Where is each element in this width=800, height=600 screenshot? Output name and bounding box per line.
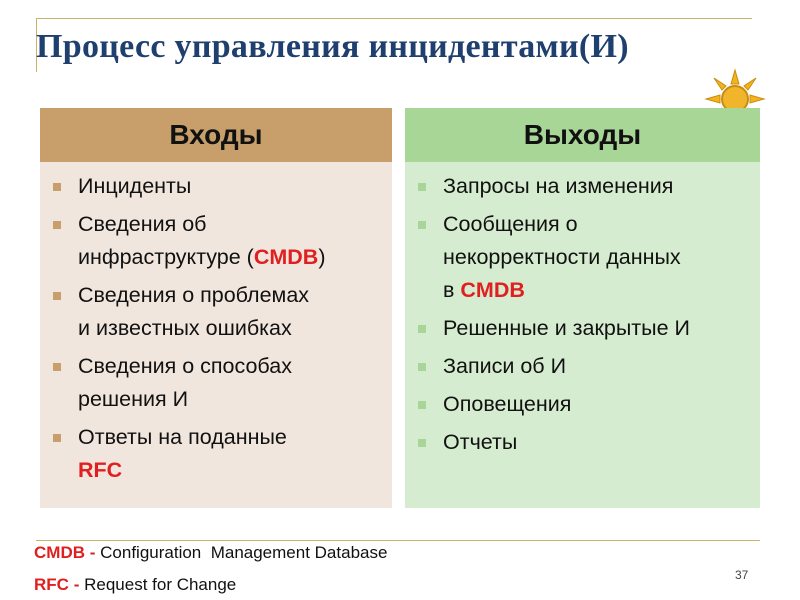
legend-rfc-abbr: RFC <box>34 575 69 594</box>
outputs-item <box>405 350 760 383</box>
bullet-icon <box>53 363 61 371</box>
inputs-list <box>40 162 392 487</box>
inputs-item <box>40 279 392 345</box>
inputs-item-text: инфраструктуре ( <box>78 245 254 269</box>
inputs-item-text: ) <box>318 245 326 269</box>
inputs-item-text: Ответы на поданные <box>78 425 287 449</box>
outputs-item-text: Запросы на изменения <box>443 174 674 198</box>
outputs-item-text: Сообщения о <box>443 212 578 236</box>
cmdb-highlight: CMDB <box>253 245 319 269</box>
legend-cmdb-abbr: CMDB <box>34 543 85 562</box>
inputs-item-text: Инциденты <box>78 174 192 198</box>
outputs-header: Выходы <box>405 108 760 162</box>
rfc-highlight: RFC <box>78 458 123 482</box>
page-number: 37 <box>735 568 749 582</box>
outputs-item <box>405 208 760 307</box>
inputs-item-text: Сведения о проблемах <box>78 283 310 307</box>
outputs-list <box>405 162 760 459</box>
cmdb-highlight: CMDB <box>460 278 525 302</box>
outputs-column <box>405 108 760 508</box>
outputs-item-text: Решенные и закрытые И <box>443 316 690 340</box>
bullet-icon <box>418 325 426 333</box>
bullet-icon <box>418 363 426 371</box>
bullet-icon <box>53 292 61 300</box>
inputs-item <box>40 170 392 203</box>
bullet-icon <box>53 183 61 191</box>
outputs-item <box>405 426 760 459</box>
bullet-icon <box>418 401 426 409</box>
outputs-item <box>405 170 760 203</box>
legend-rfc <box>34 575 236 595</box>
outputs-item-text: Оповещения <box>443 392 572 416</box>
inputs-header: Входы <box>40 108 392 162</box>
inputs-item <box>40 421 392 487</box>
inputs-item-text: решения И <box>78 387 189 411</box>
outputs-item-text: Записи об И <box>443 354 567 378</box>
bullet-icon <box>53 434 61 442</box>
legend-cmdb-text: Configuration Management Database <box>100 543 388 562</box>
inputs-item <box>40 350 392 416</box>
inputs-column <box>40 108 392 508</box>
outputs-item-text: в <box>443 278 461 302</box>
inputs-item-text: Сведения об <box>78 212 207 236</box>
bullet-icon <box>418 221 426 229</box>
bullet-icon <box>418 439 426 447</box>
page-title: Процесс управления инцидентами(И) <box>36 28 629 65</box>
inputs-item-text: Сведения о способах <box>78 354 292 378</box>
outputs-item <box>405 388 760 421</box>
top-frame-line <box>36 18 752 19</box>
footer-divider <box>36 540 760 541</box>
outputs-item <box>405 312 760 345</box>
bullet-icon <box>53 221 61 229</box>
outputs-item-text: Отчеты <box>443 430 518 454</box>
legend-dash: - <box>73 575 80 594</box>
inputs-item <box>40 208 392 274</box>
legend-cmdb <box>34 543 387 563</box>
legend-rfc-text: Request for Change <box>84 575 237 594</box>
bullet-icon <box>418 183 426 191</box>
outputs-item-text: некорректности данных <box>443 245 681 269</box>
inputs-item-text: и известных ошибках <box>78 316 292 340</box>
legend-dash: - <box>89 543 96 562</box>
